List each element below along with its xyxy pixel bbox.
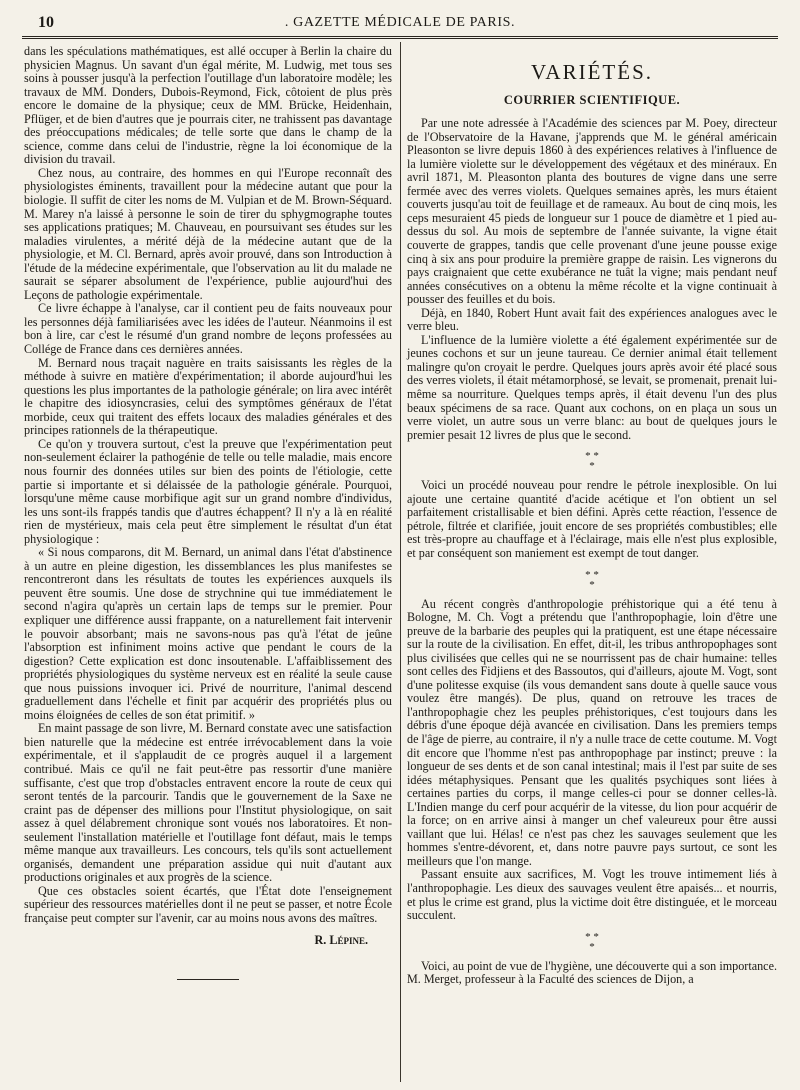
- column-divider: [400, 42, 401, 1082]
- running-title: . GAZETTE MÉDICALE DE PARIS.: [284, 15, 516, 30]
- paragraph: dans les spéculations mathématiques, est allé occuper à Berlin la chaire du physicien Magnus. Un savant d'un égal mérite, M. Ludwig, met tous ses soins à pousser jusqu'à la perfection l'outillage d'un laboratoire modèle; les travaux de MM. Donders, Dubois-Reymond, Fick, côtoient de plus près encore le domaine de la physique; ceux de MM. Brücke, Heidenhain, Pflüger, et de bien d'autres que je pourrais citer, ne trahissent pas davantage des préoccupations médicales; de telle sorte que dans le champ de la science, comme dans celui de l'industrie, règne la loi économique de la division du travail.: [24, 44, 392, 167]
- paragraph: Au récent congrès d'anthropologie préhistorique qui a été tenu à Bologne, M. Ch. Vogt a prétendu que l'anthropophagie, loin d'être une preuve de la barbarie des peuples qui la pratiquent, est une étape nécessaire sur la route de la civilisation. En effet, dit-il, les tribus anthropophages sont plus civilisées que celles qui ne se nourrissent pas de chair humaine: telles sont celles des Fidjiens et des Bassoutos, qui d'ailleurs, ajoute M. Vogt, sont d'une politesse exquise (ils vous demandent sans doute à quelle sauce vous voulez être mangés). De plus, quand on retrouve les traces de l'anthropophagie chez les peuples préhistoriques, c'est toujours dans les débris d'une époque déjà avancée en civilisation. Dans les premiers temps de l'âge de pierre, au contraire, il n'y a nulle trace de cette coutume. M. Vogt dit encore que l'homme n'est pas anthropophage par instinct; preuve : la longueur de ses dents et de son canal intestinal; mais il l'est par suite de ses idées métaphysiques. Pensant que les qualités psychiques sont liées à certaines parties du corps, il mange celles-ci pour se donner celles-là. L'Indien mange du cerf pour acquérir de la vitesse, du lion pour acquérir de la force; on en arrive ainsi à manger un chef valeureux pour être aussi vaillant que lui. Hélas! ce n'est pas chez les sauvages seulement que les hommes s'entre-dévorent, et, dans notre pauvre pays surtout, ce sont les meilleurs que l'on mange.: [407, 596, 777, 868]
- asterism-glyph: * * *: [585, 930, 599, 953]
- paragraph: Ce qu'on y trouvera surtout, c'est la preuve que l'expérimentation peut non-seulement éclairer la pathogénie de telle ou telle maladie, mais encore nous fournir des données utiles sur bien des points de l'étiologie, cette partie si importante et si délaissée de la pathologie générale. Pourquoi, lorsqu'une même cause morbifique agit sur un grand nombre d'individus, les uns sont-ils frappés tandis que d'autres échappent? Il n'y a là en réalité rien de mystérieux, mais cela peut être simplement le résultat d'un état physiologique :: [24, 436, 392, 546]
- paragraph: En maint passage de son livre, M. Bernard constate avec une satisfaction bien naturelle que la médecine est entrée irrévocablement dans la voie expérimentale, et il s'applaudit de ce progrès auquel il a largement contribué. Mais ce qu'il ne fait peut-être pas ressortir d'une manière suffisante, c'est que trop d'obstacles entravent encore la route de ceux qui seront tentés de la parcourir. Tandis que le gouvernement de la Saxe ne craint pas de dépenser des millions pour l'Institut physiologique, on sait assez à quel délabrement chronique sont voués nos laboratoires. Et non-seulement l'installation matérielle et l'outillage font défaut, mais le temps même manque aux travailleurs. Les concours, tels qu'ils sont actuellement organisés, demandent une préparation assidue qui nuit d'autant aux productions originales et aux progrès de la science.: [24, 721, 392, 885]
- section-subtitle: COURRIER SCIENTIFIQUE.: [503, 92, 681, 107]
- paragraph: Chez nous, au contraire, des hommes en qui l'Europe reconnaît des physiologistes éminents, travaillent pour la médecine autant que pour la biologie. Il suffit de citer les noms de M. Vulpian et de M. Brown-Séquard. M. Marey n'a laissé à personne le soin de tirer du sphygmographe toutes ses applications pratiques; M. Chauveau, en poursuivant ses études sur les maladies virulentes, a mérité déjà de la médecine autant que de la physiologie, et M. Cl. Bernard, après avoir prouvé, dans son Introduction à l'étude de la médecine expérimentale, que l'observation au lit du malade ne saurait se séparer absolument de l'expérience, publie aujourd'hui des Leçons de pathologie expérimentale.: [24, 165, 392, 302]
- section-title: VARIÉTÉS.: [530, 60, 654, 84]
- asterism-separator: [407, 932, 777, 952]
- left-column: [24, 45, 392, 980]
- page-number: 10: [38, 14, 54, 31]
- paragraph: Ce livre échappe à l'analyse, car il contient peu de faits nouveaux pour les personnes déjà familiarisées avec les idées de l'auteur. Néanmoins il est bon à lire, car c'est le résumé d'un grand nombre de leçons professées au Collége de France dans ces dernières années.: [24, 301, 392, 357]
- page-header: [22, 14, 778, 39]
- paragraph: M. Bernard nous traçait naguère en traits saisissants les règles de la méthode à suivre en matière d'expérimentation; il aborde aujourd'hui les questions les plus importantes de la pathologie générale; on lira avec intérêt le chapitre des idiosyncrasies, celui des symptômes généraux de l'état morbide, ceux qui traitent des effets locaux des maladies générales et des principes rationnels de la thérapeutique.: [24, 355, 392, 438]
- quotation-paragraph: « Si nous comparons, dit M. Bernard, un animal dans l'état d'abstinence à un autre en pleine digestion, les dissemblances les plus manifestes se rencontreront dans les résultats de toutes les expériences auxquels ils peuvent être soumis. Une dose de strychnine qui tue immédiatement le second n'agira qu'après un certain laps de temps sur le premier. Pour expliquer une différence aussi frappante, on a naturellement fait intervenir le pouvoir absorbant; mais ne savons-nous pas qu'à l'état de jeûne l'absorption est infiniment moins active que pendant le cours de la digestion? Cette explication est donc insoutenable. L'affaiblissement des propriétés physiologiques du système nerveux est en réalité la seule cause que nous puissions invoquer ici. Privé de nourriture, l'animal descend graduellement dans l'échelle et finit par acquérir des propriétés plus ou moins éloignées de celles de son état primitif. »: [24, 545, 392, 722]
- asterism-glyph: * * *: [585, 568, 599, 591]
- asterism-glyph: * * *: [585, 450, 599, 473]
- paragraph: Passant ensuite aux sacrifices, M. Vogt les trouve intimement liés à l'anthropophagie. Les dieux des sauvages veulent être apaisés... et nourris, et plus le crime est grand, plus la victime doit être distinguée, et le morceau succulent.: [407, 867, 777, 923]
- author-signature: R. Lépine.: [314, 932, 368, 947]
- right-column: [407, 60, 777, 987]
- article-end-rule: [177, 979, 239, 980]
- asterism-separator: [407, 451, 777, 471]
- paragraph: Déjà, en 1840, Robert Hunt avait fait des expériences analogues avec le verre bleu.: [407, 305, 777, 334]
- asterism-separator: [407, 570, 777, 590]
- paragraph: Voici un procédé nouveau pour rendre le pétrole inexplosible. On lui ajoute une certaine quantité d'acide acétique et l'on obtient un sel parfaitement cristallisable et bien défini. Après cette réaction, l'essence de pétrole, filtrée et clarifiée, jouit encore de ses propriétés combustibles; elle est très-propre au chauffage et à l'éclairage, mais elle n'est plus explosible, et par conséquent son maniement est exempt de tout danger.: [407, 478, 777, 560]
- paragraph: Par une note adressée à l'Académie des sciences par M. Poey, directeur de l'Observatoire de la Havane, j'apprends que M. le général américain Pleasonton se livre depuis 1860 à des expériences relatives à l'influence de la lumière violette sur le développement des végétaux et des minéraux. En avril 1871, M. Pleasonton planta des boutures de vigne dans une serre fermée avec des verres violets. Quelques semaines après, les murs étaient couverts jusqu'au toit de feuillage et de rameaux. Au bout de cinq mois, les ceps mesuraient 45 pieds de longueur sur 1 pouce de diamètre et 1 pied au-dessus du sol. Au mois de septembre de l'année suivante, la vigne était couverte de grappes, tandis que celle provenant d'une jeune pousse exige cinq à six ans pour produire la première grappe de raisin. Les vignerons du pays craignaient que cette exubérance ne tuât la vigne; mais pendant neuf années consécutives on a obtenu la même récolte et la vigne continuait à pousser des feuilles et du bois.: [407, 116, 777, 307]
- paragraph: Que ces obstacles soient écartés, que l'État dote l'enseignement supérieur des ressources matérielles dont il ne peut se passer, et notre École française peut compter sur l'avenir, car au moins nous avons des maîtres.: [24, 883, 392, 925]
- paragraph: Voici, au point de vue de l'hygiène, une découverte qui a son importance. M. Merget, professeur à la Faculté des sciences de Dijon, a: [407, 958, 777, 987]
- paragraph: L'influence de la lumière violette a été également expérimentée sur de jeunes cochons et sur un jeune taureau. Ce dernier animal était tellement malingre qu'on croyait le perdre. Quelques jours après avoir été placé sous des verres violets, il était métamorphosé, se levait, se promenait, prenait lui-même sa nourriture. Quelques temps après, il était devenu l'un des plus beaux spécimens de sa race. Quant aux cochons, on en plaça un sous un verre violet, un autre sous un verre blanc: au bout de quelques jours le premier pesait 12 livres de plus que le second.: [407, 332, 777, 442]
